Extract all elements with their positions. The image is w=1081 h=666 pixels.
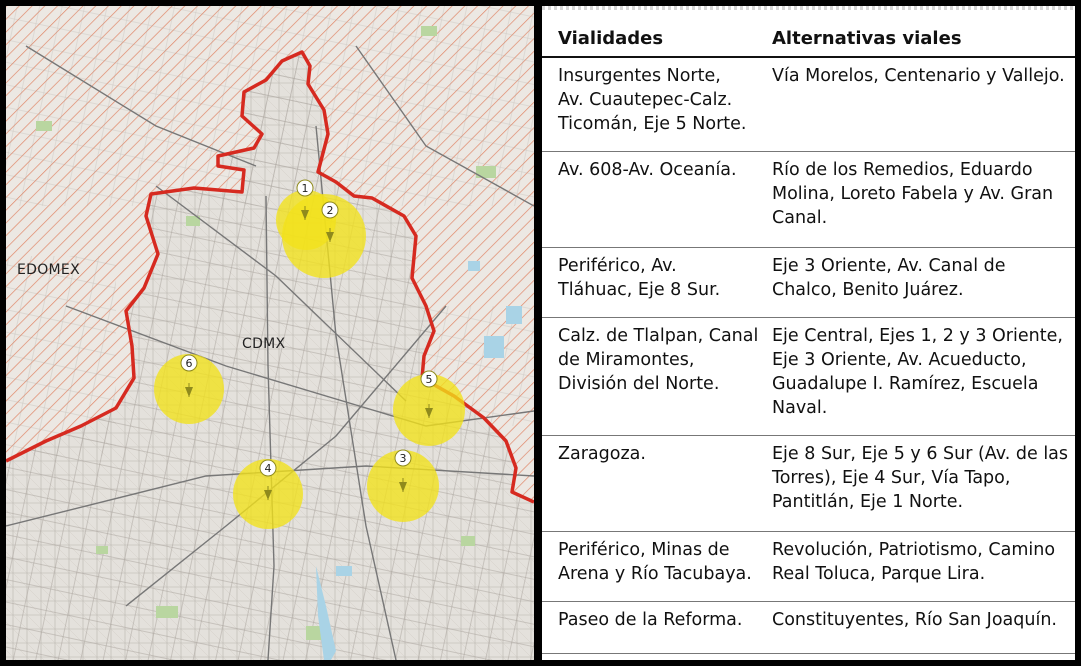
row-2-vialidad: Av. 608-Av. Oceanía. <box>558 160 737 180</box>
row-4-vialidad: Calz. de Tlalpan, Canal de Miramontes, División del Norte. <box>558 326 759 394</box>
table-row <box>542 532 1075 602</box>
row-5-vialidad: Zaragoza. <box>558 444 646 464</box>
table-row <box>542 602 1075 654</box>
table-row <box>542 58 1075 152</box>
table-row <box>542 318 1075 436</box>
header-alternativas: Alternativas viales <box>772 28 962 49</box>
marker-3-label: 3 <box>399 452 407 465</box>
row-1-alternativa: Vía Morelos, Centenario y Vallejo. <box>772 66 1065 86</box>
marker-6-label: 6 <box>185 357 193 370</box>
edomex-label: EDOMEX <box>17 262 80 278</box>
row-5-alternativa: Eje 8 Sur, Eje 5 y 6 Sur (Av. de las Torres), Eje 4 Sur, Vía Tapo, Pantitlán, Eje 1 Norte. <box>772 444 1069 512</box>
row-1-vialidad: Insurgentes Norte, Av. Cuautepec-Calz. Ticomán, Eje 5 Norte. <box>558 66 747 134</box>
row-6-alternativa: Revolución, Patriotismo, Camino Real Toluca, Parque Lira. <box>772 540 1056 584</box>
row-7-vialidad: Paseo de la Reforma. <box>558 610 743 630</box>
marker-2-label: 2 <box>326 204 334 217</box>
table-row <box>542 248 1075 318</box>
row-7-alternativa: Constituyentes, Río San Joaquín. <box>772 610 1057 630</box>
row-2-alternativa: Río de los Remedios, Eduardo Molina, Loreto Fabela y Av. Gran Canal. <box>772 160 1054 228</box>
row-4-alternativa: Eje Central, Ejes 1, 2 y 3 Oriente, Eje 3 Oriente, Av. Acueducto, Guadalupe I. Ramírez, Escuela Naval. <box>772 326 1063 418</box>
marker-4-label: 4 <box>264 462 272 475</box>
map-panel <box>6 6 534 660</box>
row-6-vialidad: Periférico, Minas de Arena y Río Tacubaya. <box>558 540 752 584</box>
western-streets <box>6 256 116 456</box>
table-header <box>542 26 1075 58</box>
header-vialidades: Vialidades <box>558 28 664 49</box>
northern-streets <box>6 6 534 206</box>
marker-5-label: 5 <box>425 373 433 386</box>
cdmx-label: CDMX <box>242 336 286 352</box>
marker-1-label: 1 <box>301 182 309 195</box>
row-3-vialidad: Periférico, Av. Tláhuac, Eje 8 Sur. <box>558 256 721 300</box>
map-svg <box>6 6 534 660</box>
table-row <box>542 436 1075 532</box>
zone-1-circle <box>276 190 336 250</box>
table-row <box>542 152 1075 248</box>
alternatives-table <box>542 6 1075 660</box>
table-top-rule <box>542 6 1075 10</box>
row-3-alternativa: Eje 3 Oriente, Av. Canal de Chalco, Benito Juárez. <box>772 256 1006 300</box>
